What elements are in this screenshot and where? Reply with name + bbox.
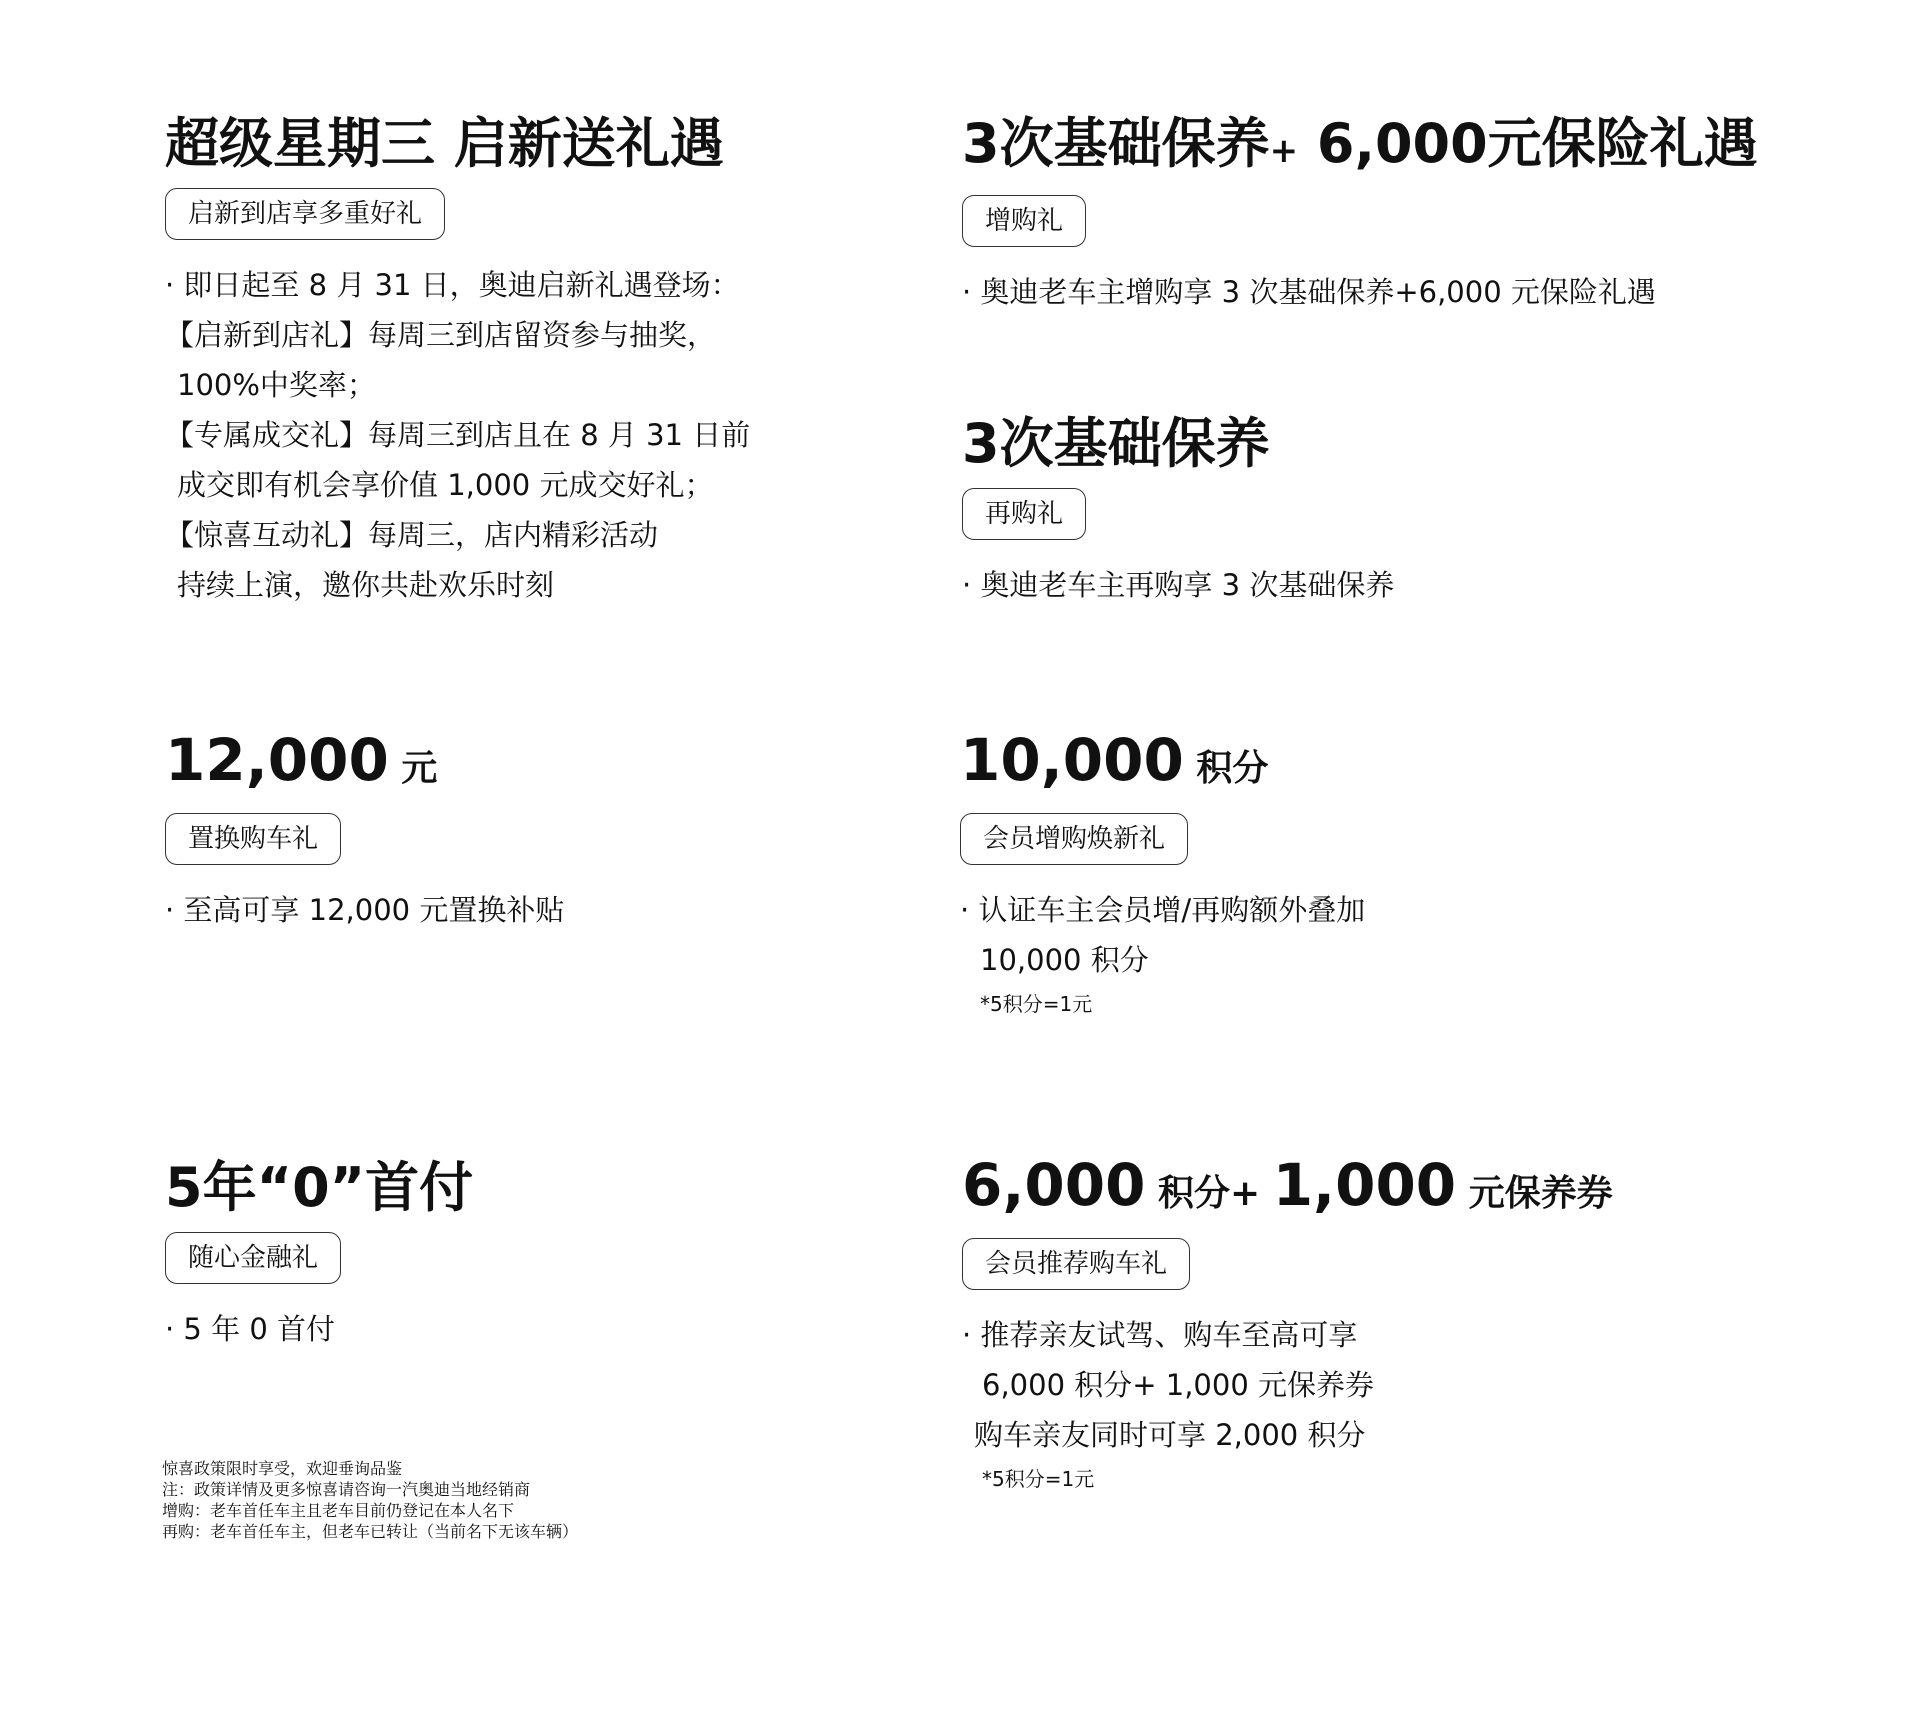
body-line: 6,000 积分+ 1,000 元保养券 xyxy=(982,1368,1374,1402)
section-body xyxy=(960,885,1365,985)
points-note: *5积分=1元 xyxy=(982,1467,1095,1491)
footer-disclaimer xyxy=(162,1458,578,1542)
section-body xyxy=(962,267,1758,317)
footer-line: 再购：老车首任车主，但老车已转让（当前名下无该车辆） xyxy=(162,1522,579,1541)
body-line: · 奥迪老车主再购享 3 次基础保养 xyxy=(962,568,1395,602)
section-body xyxy=(962,560,1394,610)
body-line: · 至高可享 12,000 元置换补贴 xyxy=(165,893,565,927)
section-title: 5年“0”首付 xyxy=(165,1156,474,1219)
gift-tag: 随心金融礼 xyxy=(165,1232,341,1284)
section-title: 超级星期三 启新送礼遇 xyxy=(165,112,724,175)
section-title: 3次基础保养 xyxy=(962,412,1270,475)
body-line: 100%中奖率； xyxy=(177,368,376,402)
section-body xyxy=(165,885,564,935)
body-line: · 即日起至 8 月 31 日，奥迪启新礼遇登场： xyxy=(165,268,740,302)
title-number: 10,000 xyxy=(960,726,1184,794)
section-repurchase xyxy=(962,412,1394,610)
footer-line: 注：政策详情及更多惊喜请咨询一汽奥迪当地经销商 xyxy=(162,1480,531,1499)
section-member-renewal xyxy=(960,728,1365,1019)
title-plus: + xyxy=(1269,131,1299,171)
section-body xyxy=(165,1304,473,1354)
gift-tag: 置换购车礼 xyxy=(165,813,341,865)
body-line: · 认证车主会员增/再购额外叠加 xyxy=(960,893,1366,927)
section-title xyxy=(962,112,1758,183)
gift-tag: 再购礼 xyxy=(962,488,1086,540)
section-body xyxy=(165,260,750,610)
title-unit: 积分 xyxy=(1183,748,1269,789)
body-line: 持续上演，邀你共赴欢乐时刻 xyxy=(177,568,555,602)
body-line: · 奥迪老车主增购享 3 次基础保养+6,000 元保险礼遇 xyxy=(962,275,1656,309)
title-number: 12,000 xyxy=(165,726,389,794)
gift-tag: 启新到店享多重好礼 xyxy=(165,188,445,240)
points-note: *5积分=1元 xyxy=(980,992,1093,1016)
body-line: 【惊喜互动礼】每周三，店内精彩活动 xyxy=(165,518,659,552)
section-trade-in xyxy=(165,728,564,935)
section-finance xyxy=(165,1156,473,1354)
section-referral xyxy=(962,1153,1613,1494)
body-line: 10,000 积分 xyxy=(980,943,1149,977)
section-title xyxy=(962,1153,1613,1226)
section-title xyxy=(960,728,1365,801)
title-part: 6,000元保险礼遇 xyxy=(1298,112,1758,175)
section-add-purchase xyxy=(962,112,1758,317)
body-line: 【启新到店礼】每周三到店留资参与抽奖， xyxy=(165,318,717,352)
section-body xyxy=(962,1310,1613,1460)
section-title xyxy=(165,728,564,801)
title-number: 1,000 xyxy=(1272,1151,1457,1219)
gift-tag: 会员增购焕新礼 xyxy=(960,813,1188,865)
title-unit: 元 xyxy=(388,748,438,789)
body-line: 【专属成交礼】每周三到店且在 8 月 31 日前 xyxy=(165,418,751,452)
gift-tag: 增购礼 xyxy=(962,195,1086,247)
gift-tag: 会员推荐购车礼 xyxy=(962,1238,1190,1290)
title-number: 6,000 xyxy=(962,1151,1146,1219)
title-part: 3次基础保养 xyxy=(962,112,1270,175)
body-line: · 推荐亲友试驾、购车至高可享 xyxy=(962,1318,1358,1352)
section-super-wednesday xyxy=(165,112,750,610)
body-line: 成交即有机会享价值 1,000 元成交好礼； xyxy=(177,468,714,502)
title-unit: 积分+ xyxy=(1145,1173,1273,1214)
body-line: · 5 年 0 首付 xyxy=(165,1312,335,1346)
footer-line: 增购：老车首任车主且老车目前仍登记在本人名下 xyxy=(162,1501,515,1520)
body-line: 购车亲友同时可享 2,000 积分 xyxy=(974,1418,1366,1452)
title-unit: 元保养券 xyxy=(1456,1173,1613,1214)
footer-line: 惊喜政策限时享受，欢迎垂询品鉴 xyxy=(162,1459,403,1478)
